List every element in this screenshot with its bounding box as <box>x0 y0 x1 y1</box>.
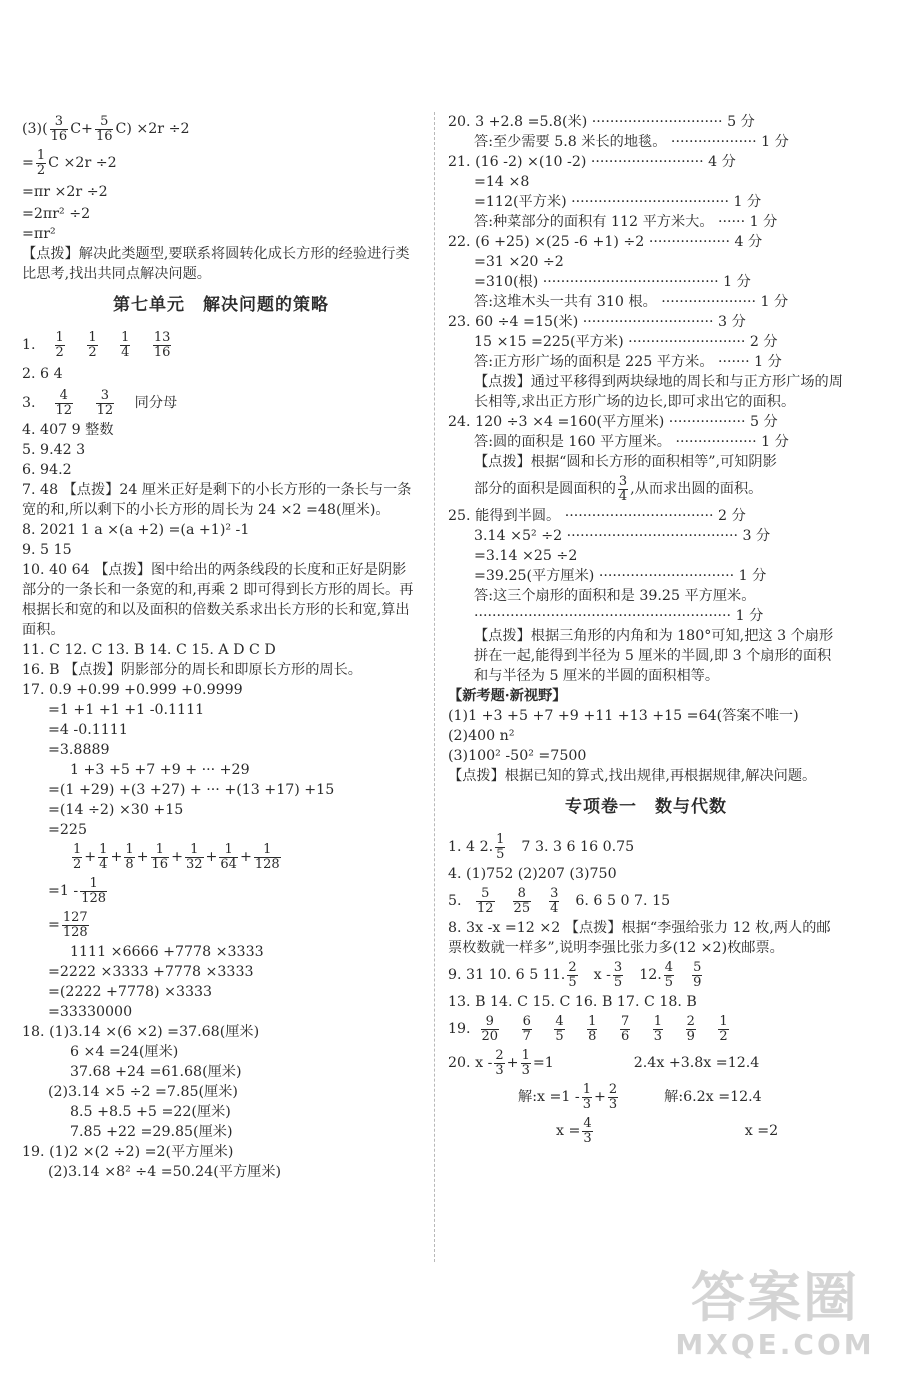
section-title: 第七单元 解决问题的策略 <box>113 295 329 315</box>
answer-line: 答:这三个扇形的面积和是 39.25 平方厘米。 <box>474 588 756 604</box>
answer-line: =(14 ÷2) ×30 +15 <box>48 802 184 818</box>
fraction: $\frac{8}{25}$ <box>513 885 531 916</box>
fraction: $\frac{1}{4}$ <box>121 329 130 360</box>
answer-line: =1 +1 +1 +1 -0.1111 <box>48 702 205 718</box>
answer-line: 19. $\frac{9}{20}$ $\frac{6}{7}$ $\frac{4}{5}$ $\frac{1}{8}$ $\frac{7}{6}$ $\frac{1}{3}$ $\frac{2}{9}$ $\frac{1}{2}$ <box>448 1013 728 1044</box>
answer-line: 15 ×15 =225(平方米) ·························· 2 分 <box>474 334 778 350</box>
fraction: $\frac{1}{8}$ <box>125 841 134 872</box>
answer-line: 1111 ×6666 +7778 ×3333 <box>70 944 264 960</box>
answer-line: 37.68 +24 =61.68(厘米) <box>70 1064 242 1080</box>
answer-line: =225 <box>48 822 87 838</box>
answer-line: (2)400 n² <box>448 728 515 744</box>
hint-paragraph: 【点拨】解决此类题型,要联系将圆转化成长方形的经验进行类比思考,找出共同点解决问题。 <box>22 246 410 282</box>
fraction: $\frac{3}{16}$ <box>50 113 68 144</box>
answer-line: =1 - $\frac{1}{128}$ <box>48 875 107 906</box>
fraction: $\frac{1}{64}$ <box>220 841 237 872</box>
fraction: $\frac{3}{12}$ <box>96 387 114 418</box>
answer-line: 20. x - $\frac{2}{3}$ + $\frac{1}{3}$ =1 2.4x +3.8x =12.4 <box>448 1047 760 1078</box>
fraction: $\frac{5}{9}$ <box>693 959 702 990</box>
answer-line: 解:x =1 - $\frac{1}{3}$ + $\frac{2}{3}$ 解:6.2x =12.4 <box>518 1081 762 1112</box>
fraction: $\frac{4}{5}$ <box>664 959 674 990</box>
answer-line: 13. B 14. C 15. C 16. B 17. C 18. B <box>448 994 697 1010</box>
answer-line: = $\frac{1}{2}$ C ×2r ÷2 <box>22 147 117 178</box>
fraction: $\frac{1}{2}$ <box>73 841 82 872</box>
answer-line: =112(平方米) ··································· 1 分 <box>474 194 762 210</box>
answer-line: 8.5 +8.5 +5 =22(厘米) <box>70 1104 231 1120</box>
answer-line: =(1 +29) +(3 +27) + ··· +(13 +17) +15 <box>48 782 335 798</box>
answer-line: 24. 120 ÷3 ×4 =160(平方厘米) ················· 5 分 <box>448 414 778 430</box>
answer-line: $\frac{1}{2}$ + $\frac{1}{4}$ + $\frac{1}{8}$ + $\frac{1}{16}$ + $\frac{1}{32}$ + $\frac{1}{64}$ + $\frac{1}{128}$ <box>73 841 280 872</box>
section-title: 专项卷一 数与代数 <box>565 797 727 817</box>
answer-line: =2πr² ÷2 <box>22 206 91 222</box>
answer-line: =31 ×20 ÷2 <box>474 254 564 270</box>
answer-line: (2)3.14 ×5 ÷2 =7.85(厘米) <box>48 1084 238 1100</box>
answer-line: 20. 3 +2.8 =5.8(米) ····························· 5 分 <box>448 114 755 130</box>
fraction: $\frac{1}{5}$ <box>496 831 505 862</box>
fraction: $\frac{3}{5}$ <box>613 959 623 990</box>
answer-line: 10. 40 64 【点拨】图中给出的两条线段的长度和正好是阴影部分的一条长和一条宽的和,再乘 2 即可得到长方形的周长。再根据长和宽的和以及面积的倍数关系求出长方形的长和宽,算出面积。 <box>22 562 414 638</box>
answer-line: 23. 60 ÷4 =15(米) ····························· 3 分 <box>448 314 746 330</box>
answer-line: 6 ×4 =24(厘米) <box>70 1044 179 1060</box>
watermark-logo: 答案圈 MXQE.COM <box>675 1266 875 1361</box>
answer-line: =3.14 ×25 ÷2 <box>474 548 578 564</box>
answer-line: 22. (6 +25) ×(25 -6 +1) ÷2 ·················· 4 分 <box>448 234 763 250</box>
answer-line: 8. 3x -x =12 ×2 【点拨】根据“李强给张力 12 枚,两人的邮票枚数就一样多”,说明李强比张力多(12 ×2)枚邮票。 <box>448 920 831 956</box>
answer-line: =33330000 <box>48 1004 133 1020</box>
answer-line: 11. C 12. C 13. B 14. C 15. A D C D <box>22 642 276 658</box>
answer-line: =3.8889 <box>48 742 110 758</box>
fraction: $\frac{4}{5}$ <box>555 1013 564 1044</box>
answer-line: =310(根) ······································· 1 分 <box>474 274 751 290</box>
answer-line: 答:这堆木头一共有 310 根。 ····················· 1 分 <box>474 294 789 310</box>
fraction: $\frac{7}{6}$ <box>620 1013 630 1044</box>
fraction: $\frac{2}{3}$ <box>608 1081 618 1112</box>
answer-line: x = $\frac{4}{3}$ x =2 <box>556 1115 779 1146</box>
right-column <box>448 112 844 1148</box>
answer-line: =4 -0.1111 <box>48 722 128 738</box>
fraction: $\frac{2}{5}$ <box>568 959 577 990</box>
answer-line: 9. 5 15 <box>22 542 72 558</box>
answer-line: =(2222 +7778) ×3333 <box>48 984 213 1000</box>
answer-line: 5. $\frac{5}{12}$ $\frac{8}{25}$ $\frac{3}{4}$ 6. 6 5 0 7. 15 <box>448 885 671 916</box>
fraction: $\frac{1}{2}$ <box>36 147 46 178</box>
hint-line: 【点拨】根据“圆和长方形的面积相等”,可知阴影 <box>474 454 777 470</box>
answer-line: 25. 能得到半圆。 ································· 2 分 <box>448 508 746 524</box>
fraction: $\frac{2}{3}$ <box>495 1047 504 1078</box>
answer-line: 3. $\frac{4}{12}$ $\frac{3}{12}$ 同分母 <box>22 387 178 418</box>
fraction: $\frac{2}{9}$ <box>686 1013 695 1044</box>
fraction: $\frac{1}{16}$ <box>151 841 169 872</box>
fraction: $\frac{9}{20}$ <box>481 1013 499 1044</box>
answer-line: 1 +3 +5 +7 +9 + ··· +29 <box>70 762 250 778</box>
answer-line: (1)1 +3 +5 +7 +9 +11 +13 +15 =64(答案不唯一) <box>448 708 799 724</box>
answer-line: (3)100² -50² =7500 <box>448 748 587 764</box>
column-divider <box>434 112 435 1262</box>
fraction: $\frac{127}{128}$ <box>62 909 88 940</box>
fraction: $\frac{3}{4}$ <box>618 473 628 504</box>
fraction: $\frac{1}{128}$ <box>254 841 280 872</box>
answer-line: = $\frac{127}{128}$ <box>48 909 88 940</box>
answer-line: =14 ×8 <box>474 174 530 190</box>
hint-line: 部分的面积是圆面积的 $\frac{3}{4}$ ,从而求出圆的面积。 <box>474 473 763 504</box>
answer-line: 4. 407 9 整数 <box>22 422 114 438</box>
answer-line: 7. 48 【点拨】24 厘米正好是剩下的小长方形的一条长与一条宽的和,所以剩下的小长方形的周长为 24 ×2 =48(厘米)。 <box>22 482 412 518</box>
fraction: $\frac{3}{4}$ <box>550 885 559 916</box>
fraction: $\frac{5}{16}$ <box>95 113 113 144</box>
fraction: $\frac{1}{4}$ <box>99 841 108 872</box>
fraction: $\frac{4}{3}$ <box>583 1115 592 1146</box>
fraction: $\frac{1}{3}$ <box>582 1081 591 1112</box>
answer-line: 答:种菜部分的面积有 112 平方米大。 ······ 1 分 <box>474 214 778 230</box>
answer-line: 1. 4 2. $\frac{1}{5}$ 7 3. 3 6 16 0.75 <box>448 831 635 862</box>
answer-line: 4. (1)752 (2)207 (3)750 <box>448 866 617 882</box>
fraction: $\frac{1}{3}$ <box>653 1013 663 1044</box>
answer-line: 2. 6 4 <box>22 366 63 382</box>
answer-line: 9. 31 10. 6 5 11. $\frac{2}{5}$ x - $\frac{3}{5}$ 12. $\frac{4}{5}$ $\frac{5}{9}$ <box>448 959 702 990</box>
fraction: $\frac{6}{7}$ <box>522 1013 531 1044</box>
fraction: $\frac{1}{3}$ <box>521 1047 530 1078</box>
hint-paragraph: 【点拨】根据三角形的内角和为 180°可知,把这 3 个扇形拼在一起,能得到半径为 5 厘米的半圆,即 3 个扇形的面积和与半径为 5 厘米的半圆的面积相等。 <box>474 628 834 684</box>
fraction: $\frac{1}{2}$ <box>55 329 64 360</box>
fraction: $\frac{1}{2}$ <box>88 329 97 360</box>
left-column <box>22 112 420 1182</box>
answer-line: 19. (1)2 ×(2 ÷2) =2(平方厘米) <box>22 1144 234 1160</box>
answer-line: 3.14 ×5² ÷2 ······································ 3 分 <box>474 528 771 544</box>
answer-line: 21. (16 -2) ×(10 -2) ························· 4 分 <box>448 154 736 170</box>
answer-line: 18. (1)3.14 ×(6 ×2) =37.68(厘米) <box>22 1024 260 1040</box>
answer-line: =πr² <box>22 226 56 242</box>
fraction: $\frac{1}{32}$ <box>185 841 203 872</box>
answer-line: 5. 9.42 3 <box>22 442 86 458</box>
answer-line: 17. 0.9 +0.99 +0.999 +0.9999 <box>22 682 243 698</box>
answer-line: 答:圆的面积是 160 平方厘米。 ·················· 1 分 <box>474 434 789 450</box>
fraction: $\frac{4}{12}$ <box>55 387 73 418</box>
subsection-heading: 【新考题·新视野】 <box>448 688 567 704</box>
hint-paragraph: 【点拨】根据已知的算式,找出规律,再根据规律,解决问题。 <box>448 768 817 784</box>
answer-line: ························································· 1 分 <box>474 608 764 624</box>
fraction: $\frac{5}{12}$ <box>477 885 494 916</box>
answer-line: (2)3.14 ×8² ÷4 =50.24(平方厘米) <box>48 1164 282 1180</box>
answer-line: 1. $\frac{1}{2}$ $\frac{1}{2}$ $\frac{1}{4}$ $\frac{13}{16}$ <box>22 329 171 360</box>
answer-line: 6. 94.2 <box>22 462 72 478</box>
fraction: $\frac{1}{8}$ <box>588 1013 597 1044</box>
fraction: $\frac{1}{2}$ <box>719 1013 728 1044</box>
answer-line: 8. 2021 1 a ×(a +2) =(a +1)² -1 <box>22 522 250 538</box>
answer-line: 答:至少需要 5.8 米长的地毯。 ··················· 1 分 <box>474 134 789 150</box>
hint-paragraph: 【点拨】通过平移得到两块绿地的周长和与正方形广场的周长相等,求出正方形广场的边长,即可求出它的面积。 <box>474 374 843 410</box>
answer-line: =πr ×2r ÷2 <box>22 184 108 200</box>
answer-line: =2222 ×3333 +7778 ×3333 <box>48 964 254 980</box>
answer-line: (3)( $\frac{3}{16}$ C+ $\frac{5}{16}$ C) ×2r ÷2 <box>22 113 190 144</box>
answer-line: 答:正方形广场的面积是 225 平方米。 ······· 1 分 <box>474 354 782 370</box>
fraction: $\frac{13}{16}$ <box>153 329 171 360</box>
fraction: $\frac{1}{128}$ <box>81 875 107 906</box>
answer-line: 7.85 +22 =29.85(厘米) <box>70 1124 233 1140</box>
answer-line: 16. B 【点拨】阴影部分的周长和即原长方形的周长。 <box>22 662 362 678</box>
answer-line: =39.25(平方厘米) ······························ 1 分 <box>474 568 767 584</box>
